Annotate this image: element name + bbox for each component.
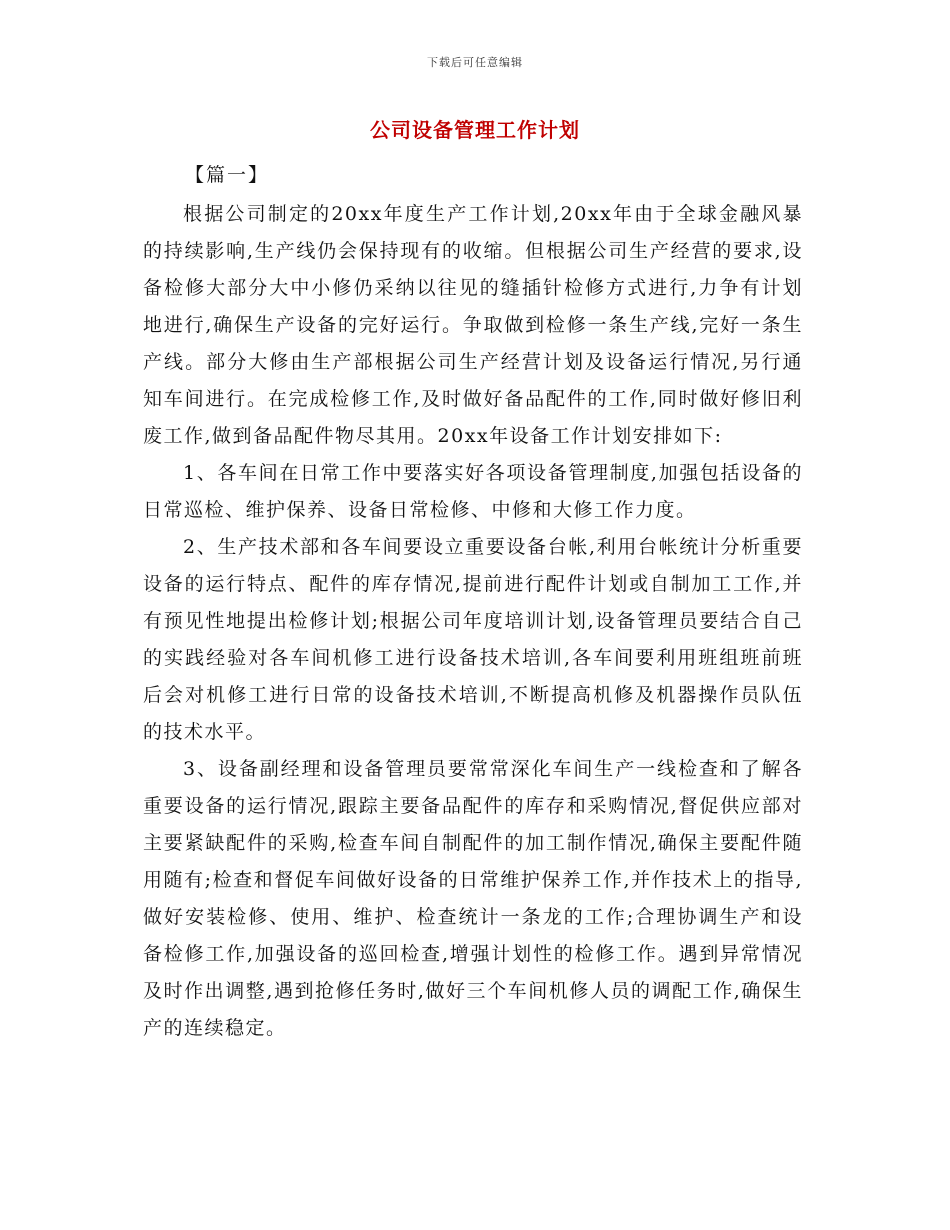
paragraph-item-3: 3、设备副经理和设备管理员要常常深化车间生产一线检查和了解各重要设备的运行情况,跟踪主要备品配件的库存和采购情况,督促供应部对主要紧缺配件的采购,检查车间自制配件的加工制作情况,确保主要配件随用随有;检查和督促车间做好设备的日常维护保养工作,并作技术上的指导,做好安装检修、使用、维护、检查统计一条龙的工作;合理协调生产和设备检修工作,加强设备的巡回检查,增强计划性的检修工作。遇到异常情况及时作出调整,遇到抢修任务时,做好三个车间机修人员的调配工作,确保生产的连续稳定。	[143, 758, 803, 1039]
header-note: 下载后可任意编辑	[427, 56, 523, 69]
section-label: 【篇一】	[185, 164, 270, 186]
paragraph-intro: 根据公司制定的20xx年度生产工作计划,20xx年由于全球金融风暴的持续影响,生产线仍会保持现有的收缩。但根据公司生产经营的要求,设备检修大部分大中小修仍采纳以往见的缝插针检修方式进行,力争有计划地进行,确保生产设备的完好运行。争取做到检修一条生产线,完好一条生产线。部分大修由生产部根据公司生产经营计划及设备运行情况,另行通知车间进行。在完成检修工作,及时做好备品配件的工作,同时做好修旧利废工作,做到备品配件物尽其用。20xx年设备工作计划安排如下:	[143, 203, 803, 447]
paragraph-item-1: 1、各车间在日常工作中要落实好各项设备管理制度,加强包括设备的日常巡检、维护保养、设备日常检修、中修和大修工作力度。	[143, 462, 803, 521]
document-title: 公司设备管理工作计划	[370, 118, 580, 142]
document-body	[143, 196, 803, 1047]
paragraph-item-2: 2、生产技术部和各车间要设立重要设备台帐,利用台帐统计分析重要设备的运行特点、配件的库存情况,提前进行配件计划或自制加工工作,并有预见性地提出检修计划;根据公司年度培训计划,设备管理员要结合自己的实践经验对各车间机修工进行设备技术培训,各车间要利用班组班前班后会对机修工进行日常的设备技术培训,不断提高机修及机器操作员队伍的技术水平。	[143, 536, 803, 743]
